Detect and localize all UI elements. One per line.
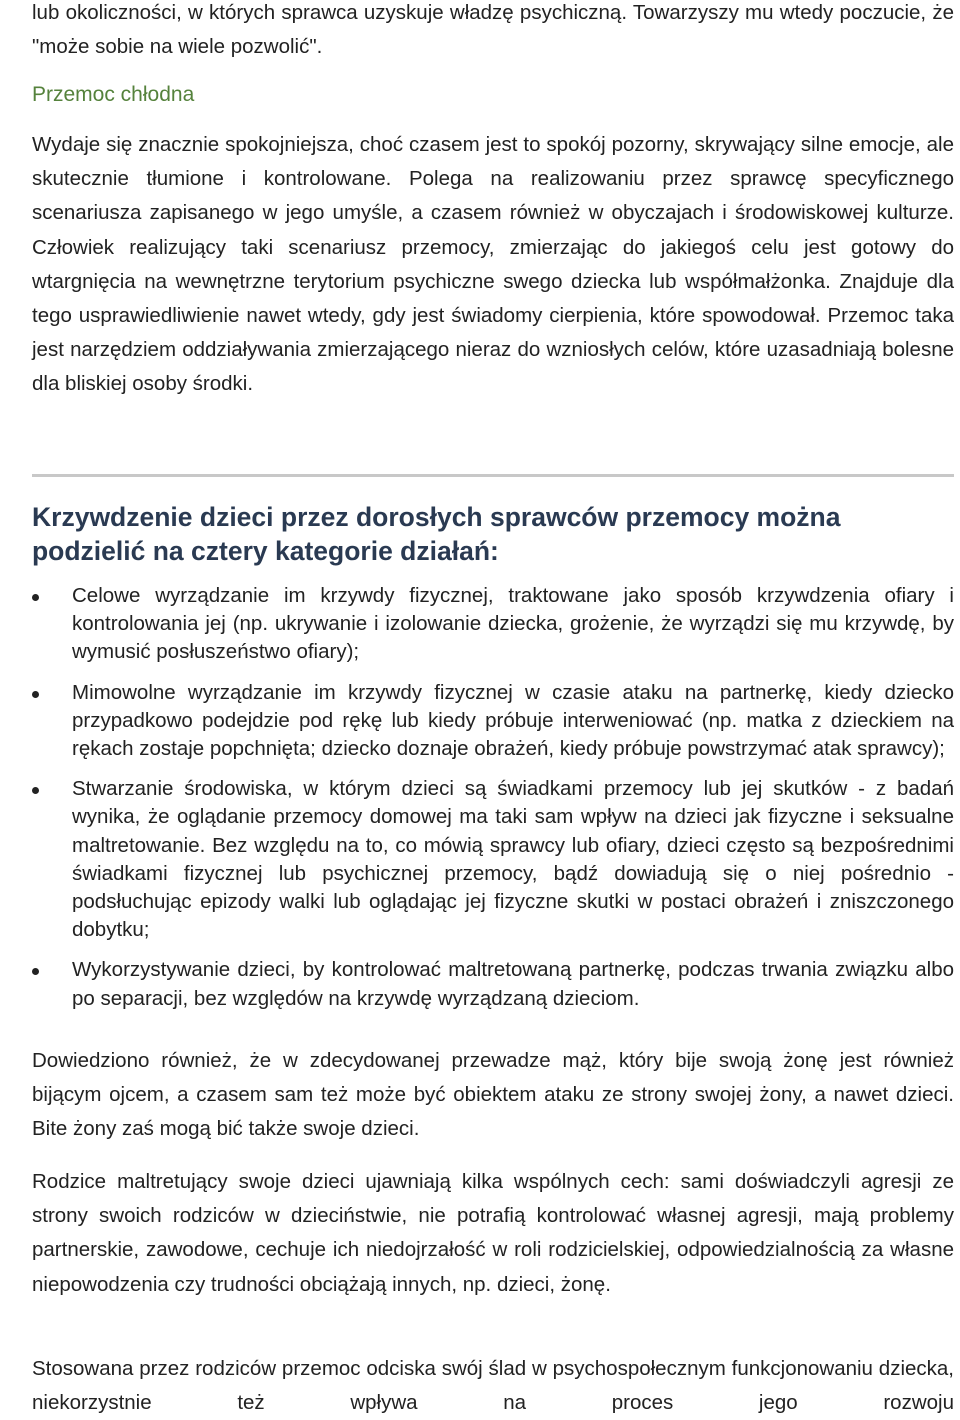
section-subheading: Przemoc chłodna (32, 83, 195, 106)
horizontal-divider (32, 474, 954, 477)
list-item (38, 679, 954, 764)
list-item-text: Wykorzystywanie dzieci, by kontrolować maltretowaną partnerkę, podczas trwania związku albo po separacji, bez względów na krzywdę wyrządzaną dzieciom. (72, 958, 954, 1010)
parents-paragraph: Rodzice maltretujący swoje dzieci ujawniają kilka wspólnych cech: sami doświadczyli agresji ze strony swoich rodziców w dzieciństwie, nie potrafią kontrolować własnej agresji, mają problemy partnerskie, zawodowe, cechuje ich niedojrzałość w roli rodzicielskiej, odpowiedzialnością za własne niepowodzenia czy trudności obciążają innych, np. dzieci, żonę. (32, 1170, 954, 1296)
main-heading: Krzywdzenie dzieci przez dorosłych sprawców przemocy można podzielić na cztery kategorie działań: (32, 502, 841, 566)
list-item-text: Celowe wyrządzanie im krzywdy fizycznej, traktowane jako sposób krzywdzenia ofiary i kontrolowania jej (np. ukrywanie i izolowanie dziecka, grożenie, że wyrządzi się mu krzywdę, by wymusić posłuszeństwo ofiary); (72, 584, 954, 664)
cold-violence-paragraph: Wydaje się znacznie spokojniejsza, choć czasem jest to spokój pozorny, skrywający silne emocje, ale skutecznie tłumione i kontrolowane. Polega na realizowaniu przez sprawcę specyficznego scenariusza zapisanego w jego umyśle, a czasem również w obyczajach i środowiskowej kulturze. Człowiek realizujący taki scenariusz przemocy, zmierzając do jakiegoś celu jest gotowy do wtargnięcia na wewnętrzne terytorium psychiczne swego dziecka lub współmałżonka. Znajduje dla tego usprawiedliwienie nawet wtedy, gdy jest świadomy cierpienia, które spowodował. Przemoc taka jest narzędziem oddziaływania zmierzającego nieraz do wzniosłych celów, które uzasadniają bolesne dla bliskiej osoby środki. (32, 133, 954, 396)
list-item (38, 582, 954, 667)
categories-list (38, 582, 954, 1025)
bullet-icon (32, 968, 39, 975)
consequences-paragraph: Stosowana przez rodziców przemoc odciska swój ślad w psychospołecznym funkcjonowaniu dziecka, niekorzystnie też wpływa na proces jego rozwoju (32, 1357, 954, 1415)
list-item (38, 775, 954, 944)
bullet-icon (32, 594, 39, 601)
fathers-paragraph: Dowiedziono również, że w zdecydowanej przewadze mąż, który bije swoją żonę jest również bijącym ojcem, a czasem sam też może być obiektem ataku ze strony swojej żony, a nawet dzieci. Bite żony zaś mogą bić także swoje dzieci. (32, 1049, 954, 1141)
intro-paragraph: lub okoliczności, w których sprawca uzyskuje władzę psychiczną. Towarzyszy mu wtedy poczucie, że "może sobie na wiele pozwolić". (32, 1, 954, 59)
list-item (38, 956, 954, 1012)
bullet-icon (32, 787, 39, 794)
list-item-text: Stwarzanie środowiska, w którym dzieci są świadkami przemocy lub jej skutków - z badań wynika, że oglądanie przemocy domowej ma taki sam wpływ na dzieci jak fizyczne i seksualne maltretowanie. Bez względu na to, co mówią sprawcy lub ofiary, dzieci często są bezpośrednimi świadkami fizycznej lub psychicznej przemocy, bądź dowiadują się o niej pośrednio - podsłuchując epizody walki lub oglądając jej fizyczne skutki w postaci obrażeń i zniszczonego dobytku; (72, 777, 954, 942)
bullet-icon (32, 691, 39, 698)
list-item-text: Mimowolne wyrządzanie im krzywdy fizycznej w czasie ataku na partnerkę, kiedy dziecko przypadkowo podejdzie pod rękę lub kiedy próbuje interweniować (np. matka z dzieckiem na rękach zostaje popchnięta; dziecko doznaje obrażeń, kiedy próbuje powstrzymać atak sprawcy); (72, 680, 954, 761)
